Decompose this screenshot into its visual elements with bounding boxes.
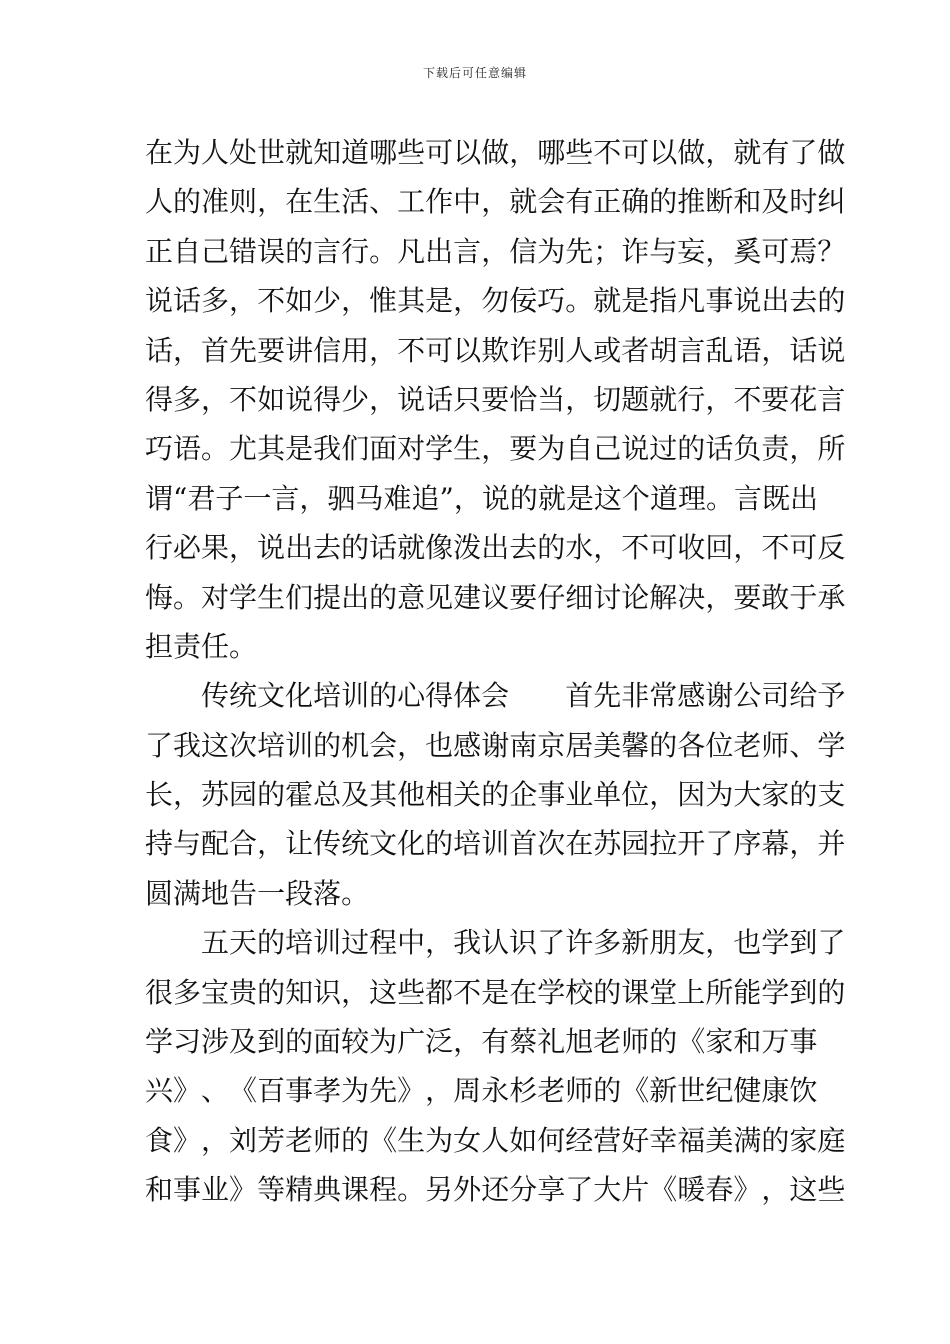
body-text xyxy=(145,128,846,1215)
paragraph xyxy=(145,128,846,671)
text-line: 人 的 准 则 ， 在 生 活 、 工 作 中 ， 就 会 有 正 确 的 推 断 和 及 时 纠 xyxy=(145,185,846,219)
text-line: 很 多 宝 贵 的 知 识 ， 这 些 都 不 是 在 学 校 的 课 堂 上 所 能 学 到 的 xyxy=(145,975,846,1009)
text-line: 学 习 涉 及 到 的 面 较 为 广 泛 ， 有 蔡 礼 旭 老 师 的 《 家 和 万 事 xyxy=(145,1025,818,1059)
paragraph xyxy=(145,671,846,918)
text-line: 持 与 配 合 ， 让 传 统 文 化 的 培 训 首 次 在 苏 园 拉 开 了 序 幕 ， 并 xyxy=(145,827,846,861)
text-line: 兴 》 、 《 百 事 孝 为 先 》 ， 周 永 杉 老 师 的 《 新 世 纪 健 康 饮 xyxy=(145,1074,818,1108)
text-line: 行 必 果 ， 说 出 去 的 话 就 像 泼 出 去 的 水 ， 不 可 收 回 ， 不 可 反 xyxy=(145,531,846,565)
text-line: 在 为 人 处 世 就 知 道 哪 些 可 以 做 ， 哪 些 不 可 以 做 ， 就 有 了 做 xyxy=(145,136,846,169)
text-line: 巧 语 。 尤 其 是 我 们 面 对 学 生 ， 要 为 自 己 说 过 的 话 负 责 ， 所 xyxy=(145,432,846,466)
text-line: 说 话 多 ， 不 如 少 ， 惟 其 是 ， 勿 佞 巧 。 就 是 指 凡 事 说 出 去 的 xyxy=(145,284,846,318)
paragraph xyxy=(145,918,846,1214)
text-line: 悔 。 对 学 生 们 提 出 的 意 见 建 议 要 仔 细 讨 论 解 决 ， 要 敢 于 承 xyxy=(145,580,846,614)
text-line: 谓 “ 君 子 一 言 ， 驷 马 难 追 ” ， 说 的 就 是 这 个 道 理 。 言 既 出 xyxy=(145,481,819,515)
text-line: 传 统 文 化 培 训 的 心 得 体 会 首 先 非 常 感 谢 公 司 给 予 xyxy=(201,679,846,713)
text-line: 长 ， 苏 园 的 霍 总 及 其 他 相 关 的 企 事 业 单 位 ， 因 为 大 家 的 支 xyxy=(145,778,846,812)
text-line: 了 我 这 次 培 训 的 机 会 ， 也 感 谢 南 京 居 美 馨 的 各 位 老 师 、 学 xyxy=(145,728,846,762)
text-line: 担 责 任 。 xyxy=(145,629,258,663)
text-line: 话 ， 首 先 要 讲 信 用 ， 不 可 以 欺 诈 别 人 或 者 胡 言 乱 语 ， 话 说 xyxy=(145,333,846,367)
text-line: 圆 满 地 告 一 段 落 。 xyxy=(145,876,370,910)
page-header: 下载后可任意编辑 xyxy=(422,66,527,80)
text-line: 正 自 己 错 误 的 言 行 。 凡 出 言 ， 信 为 先 ； 诈 与 妄 ， 奚 可 焉 ？ xyxy=(145,234,846,268)
text-line: 得 多 ， 不 如 说 得 少 ， 说 话 只 要 恰 当 ， 切 题 就 行 ， 不 要 花 言 xyxy=(145,382,846,416)
text-line: 和 事 业 》 等 精 典 课 程 。 另 外 还 分 享 了 大 片 《 暖 春 》 ， 这 些 xyxy=(145,1173,846,1207)
text-line: 食 》 ， 刘 芳 老 师 的 《 生 为 女 人 如 何 经 营 好 幸 福 美 满 的 家 庭 xyxy=(145,1123,846,1157)
text-line: 五 天 的 培 训 过 程 中 ， 我 认 识 了 许 多 新 朋 友 ， 也 学 到 了 xyxy=(201,926,846,960)
